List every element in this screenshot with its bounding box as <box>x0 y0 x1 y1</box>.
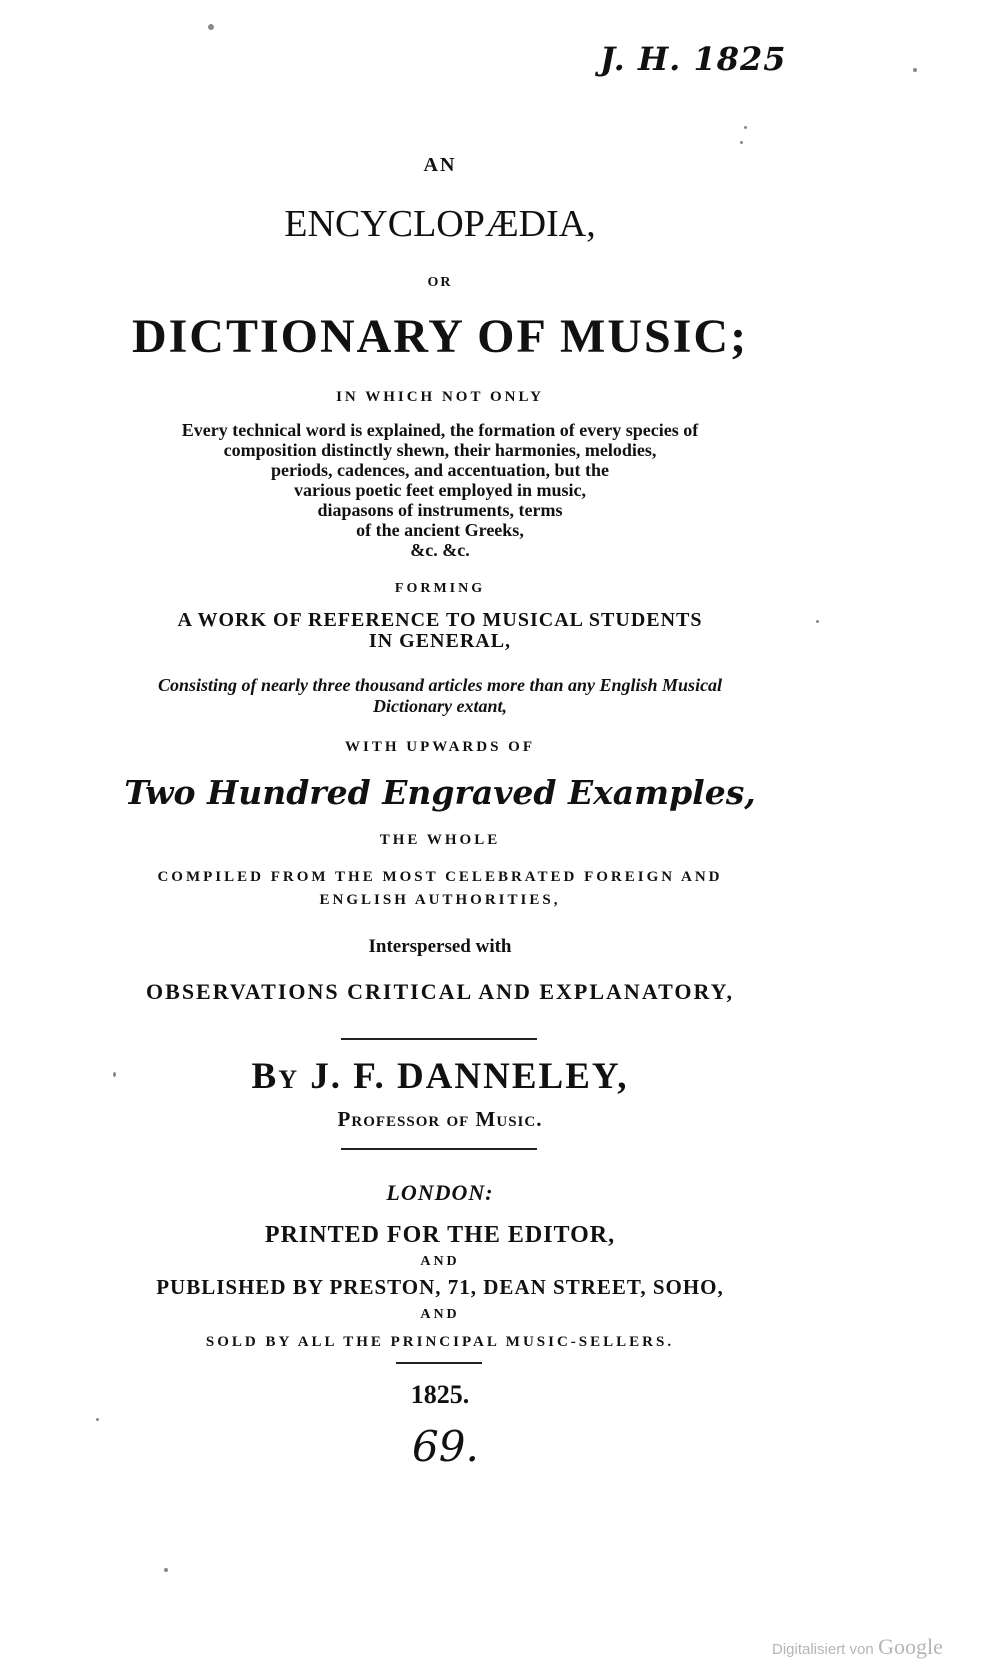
place-london: LONDON: <box>386 1180 494 1205</box>
divider-rule <box>341 1038 537 1040</box>
title-or: OR <box>427 275 453 290</box>
handwritten-number: 69. <box>412 1422 479 1471</box>
published-line: PUBLISHED BY PRESTON, 71, DEAN STREET, SOHO, <box>156 1275 724 1299</box>
ink-speck <box>913 68 917 72</box>
consisting-line: Dictionary extant, <box>373 696 507 716</box>
divider-rule <box>341 1148 537 1150</box>
the-whole-heading: THE WHOLE <box>379 832 501 848</box>
observations-line: OBSERVATIONS CRITICAL AND EXPLANATORY, <box>146 979 734 1004</box>
ink-speck <box>208 24 214 30</box>
interspersed-text: Interspersed with <box>368 936 512 957</box>
title-encyclopaedia: ENCYCLOPÆDIA, <box>284 203 596 245</box>
description-line: composition distinctly shewn, their harmonies, melodies, <box>223 440 657 460</box>
google-logo: Google <box>878 1634 943 1659</box>
description-line: periods, cadences, and accentuation, but the <box>270 460 609 480</box>
watermark-prefix: Digitalisiert von <box>772 1641 874 1658</box>
description-line: of the ancient Greeks, <box>356 520 524 540</box>
work-line: IN GENERAL, <box>368 630 512 652</box>
title-dictionary: DICTIONARY OF MUSIC; <box>131 310 749 363</box>
examples-blackletter: Two Hundred Engraved Examples, <box>124 773 756 812</box>
with-upwards-heading: WITH UPWARDS OF <box>344 739 535 755</box>
imprint-year: 1825. <box>410 1380 470 1409</box>
author-line: By J. F. DANNELEY, <box>251 1056 629 1097</box>
description-line: various poetic feet employed in music, <box>294 480 586 500</box>
work-line: A WORK OF REFERENCE TO MUSICAL STUDENTS <box>177 609 703 631</box>
and-line: AND <box>420 1254 460 1269</box>
title-an: AN <box>423 154 457 176</box>
divider-rule <box>396 1362 482 1364</box>
compiled-line: COMPILED FROM THE MOST CELEBRATED FOREIGN AND <box>157 869 723 885</box>
and-line: AND <box>420 1307 460 1322</box>
ink-speck <box>740 141 743 144</box>
author-title: Professor of Music. <box>337 1107 543 1131</box>
description-line: &c. &c. <box>410 540 470 560</box>
ink-speck <box>96 1418 99 1421</box>
consisting-line: Consisting of nearly three thousand articles more than any English Musical <box>157 675 723 695</box>
description-line: Every technical word is explained, the formation of every species of <box>181 420 699 440</box>
compiled-line: ENGLISH AUTHORITIES, <box>319 892 561 908</box>
sold-line: SOLD BY ALL THE PRINCIPAL MUSIC-SELLERS. <box>205 1334 675 1350</box>
description-line: diapasons of instruments, terms <box>317 500 563 520</box>
ink-speck <box>744 126 747 129</box>
forming-heading: FORMING <box>394 581 486 596</box>
ink-speck <box>164 1568 168 1572</box>
printed-line: PRINTED FOR THE EDITOR, <box>264 1222 616 1248</box>
in-which-heading: IN WHICH NOT ONLY <box>336 389 544 405</box>
handwritten-shelfmark: J. H. 1825 <box>600 40 787 78</box>
digitization-watermark <box>772 1634 943 1660</box>
